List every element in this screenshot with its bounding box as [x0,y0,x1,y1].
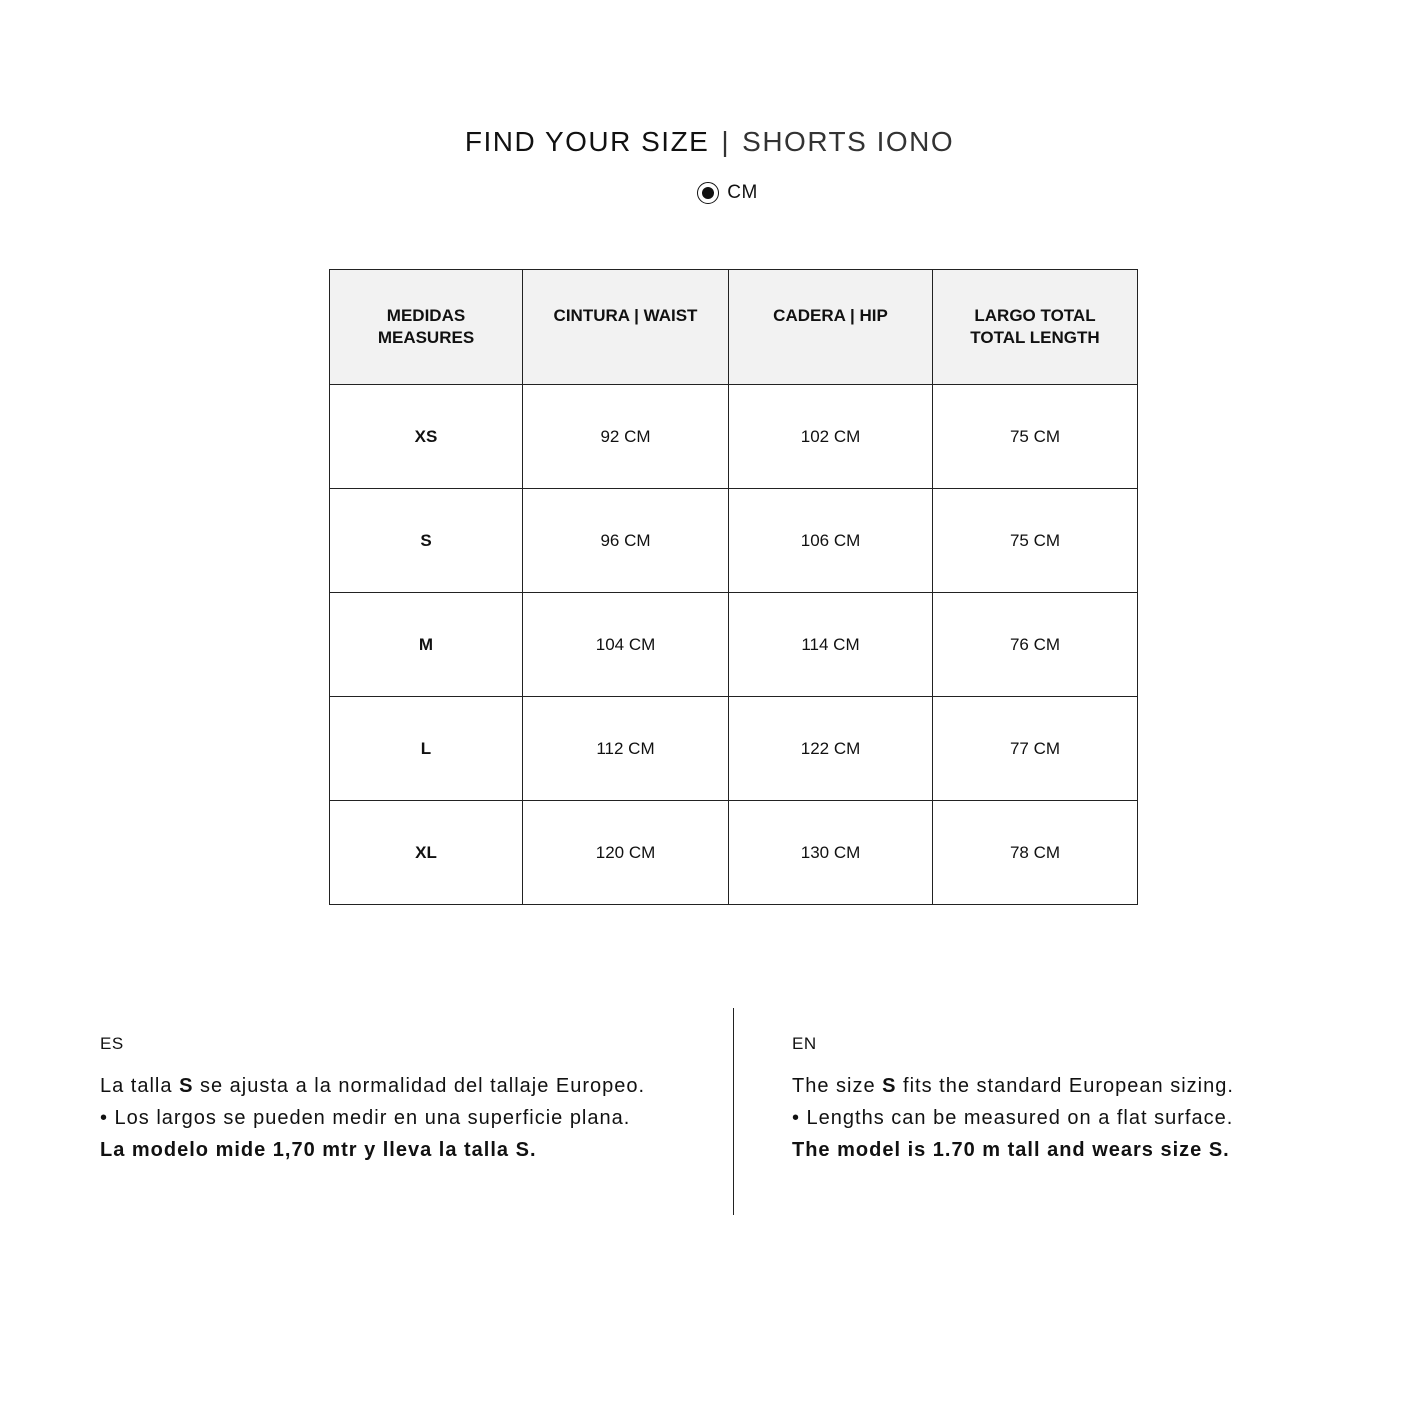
hip-cell: 122 CM [729,697,933,801]
waist-cell: 112 CM [523,697,729,801]
radio-dot [702,187,714,199]
title-separator: | [721,126,731,157]
length-cell: 75 CM [933,489,1138,593]
size-cell: S [330,489,523,593]
table-row [330,697,1138,801]
hip-cell: 114 CM [729,593,933,697]
header-length-es: LARGO TOTAL [974,306,1096,325]
waist-cell: 104 CM [523,593,729,697]
length-cell: 78 CM [933,801,1138,905]
table-row [330,489,1138,593]
hip-cell: 102 CM [729,385,933,489]
size-cell: XS [330,385,523,489]
header-hip-label: CADERA | HIP [773,306,888,325]
notes-en-line3: The model is 1.70 m tall and wears size S. [792,1139,1230,1161]
notes-es-line1: La talla S se ajusta a la normalidad del tallaje Europeo. [100,1075,646,1097]
notes-es-line3: La modelo mide 1,70 mtr y lleva la talla S. [100,1139,537,1161]
notes-english [792,1030,1234,1166]
notes-es-lang: ES [100,1034,124,1053]
length-cell: 76 CM [933,593,1138,697]
title-product: SHORTS IONO [742,126,955,157]
radio-selected-icon[interactable] [697,182,719,204]
hip-cell: 106 CM [729,489,933,593]
size-cell: XL [330,801,523,905]
header-waist [523,270,729,385]
header-hip [729,270,933,385]
notes-es-size-highlight: S [179,1075,194,1097]
size-cell: M [330,593,523,697]
table-row [330,801,1138,905]
length-cell: 75 CM [933,385,1138,489]
notes-es-line2: • Los largos se pueden medir en una superficie plana. [100,1107,631,1129]
waist-cell: 92 CM [523,385,729,489]
header-length-en: TOTAL LENGTH [970,328,1100,347]
page-title [0,122,1419,162]
length-cell: 77 CM [933,697,1138,801]
hip-cell: 130 CM [729,801,933,905]
notes-en-line1: The size S fits the standard European sizing. [792,1075,1234,1097]
notes-en-size-highlight: S [882,1075,897,1097]
waist-cell: 96 CM [523,489,729,593]
table-row [330,385,1138,489]
size-table [329,269,1138,905]
header-measures-en: MEASURES [377,328,475,347]
header-measures-es: MEDIDAS [386,306,466,325]
waist-cell: 120 CM [523,801,729,905]
header-length [933,270,1138,385]
table-row [330,593,1138,697]
notes-divider [733,1008,734,1215]
unit-label: CM [727,182,758,203]
notes-en-line2: • Lengths can be measured on a flat surface. [792,1107,1234,1129]
header-waist-label: CINTURA | WAIST [553,306,698,325]
size-cell: L [330,697,523,801]
notes-spanish [100,1030,645,1166]
notes-en-lang: EN [792,1034,817,1053]
unit-selector[interactable] [0,182,1419,204]
header-measures [330,270,523,385]
title-main: FIND YOUR SIZE [464,126,710,157]
table-header-row [330,270,1138,385]
